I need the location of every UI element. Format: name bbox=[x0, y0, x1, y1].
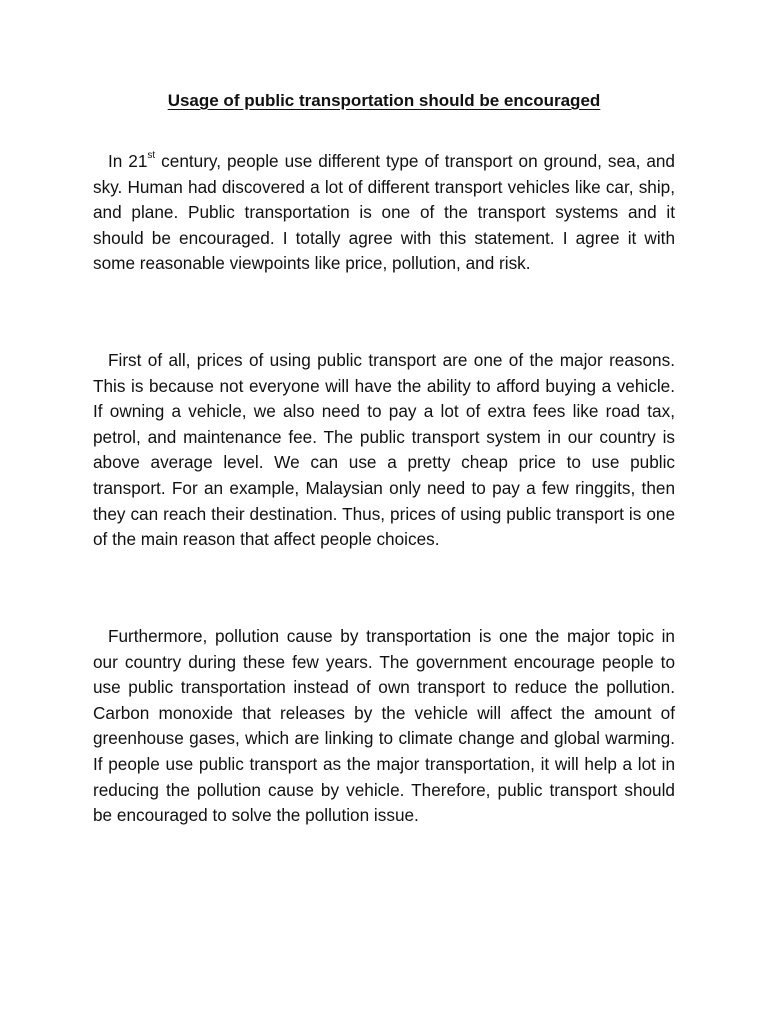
price-body-text: First of all, prices of using public transport are one of the major reasons. This is because not everyone will have the ability to afford buying a vehicle. If owning a vehicle, we also need to pay a lot of extra fees like road tax, petrol, and maintenance fee. The public transport system in our country is above average level. We can use a pretty cheap price to use public transport. For an example, Malaysian only need to pay a few ringgits, then they can reach their destination. Thus, prices of using public transport is one of the main reason that affect people choices. bbox=[93, 350, 675, 550]
paragraph-price bbox=[93, 348, 675, 553]
intro-body-text: century, people use different type of transport on ground, sea, and sky. Human had discovered a lot of different transport vehicles like car, ship, and plane. Public transportation is one of the transport systems and it should be encouraged. I totally agree with this statement. I agree it with some reasonable viewpoints like price, pollution, and risk. bbox=[93, 151, 675, 274]
page-title: Usage of public transportation should be encouraged bbox=[167, 91, 601, 110]
ordinal-superscript: st bbox=[147, 150, 156, 162]
intro-lead-text: In 21 bbox=[108, 151, 148, 171]
paragraph-intro bbox=[93, 149, 675, 277]
paragraph-pollution bbox=[93, 624, 675, 829]
pollution-body-text: Furthermore, pollution cause by transportation is one the major topic in our country during these few years. The government encourage people to use public transportation instead of own transport to reduce the pollution. Carbon monoxide that releases by the vehicle will affect the amount of greenhouse gases, which are linking to climate change and global warming. If people use public transport as the major transportation, it will help a lot in reducing the pollution cause by vehicle. Therefore, public transport should be encouraged to solve the pollution issue. bbox=[93, 626, 675, 826]
